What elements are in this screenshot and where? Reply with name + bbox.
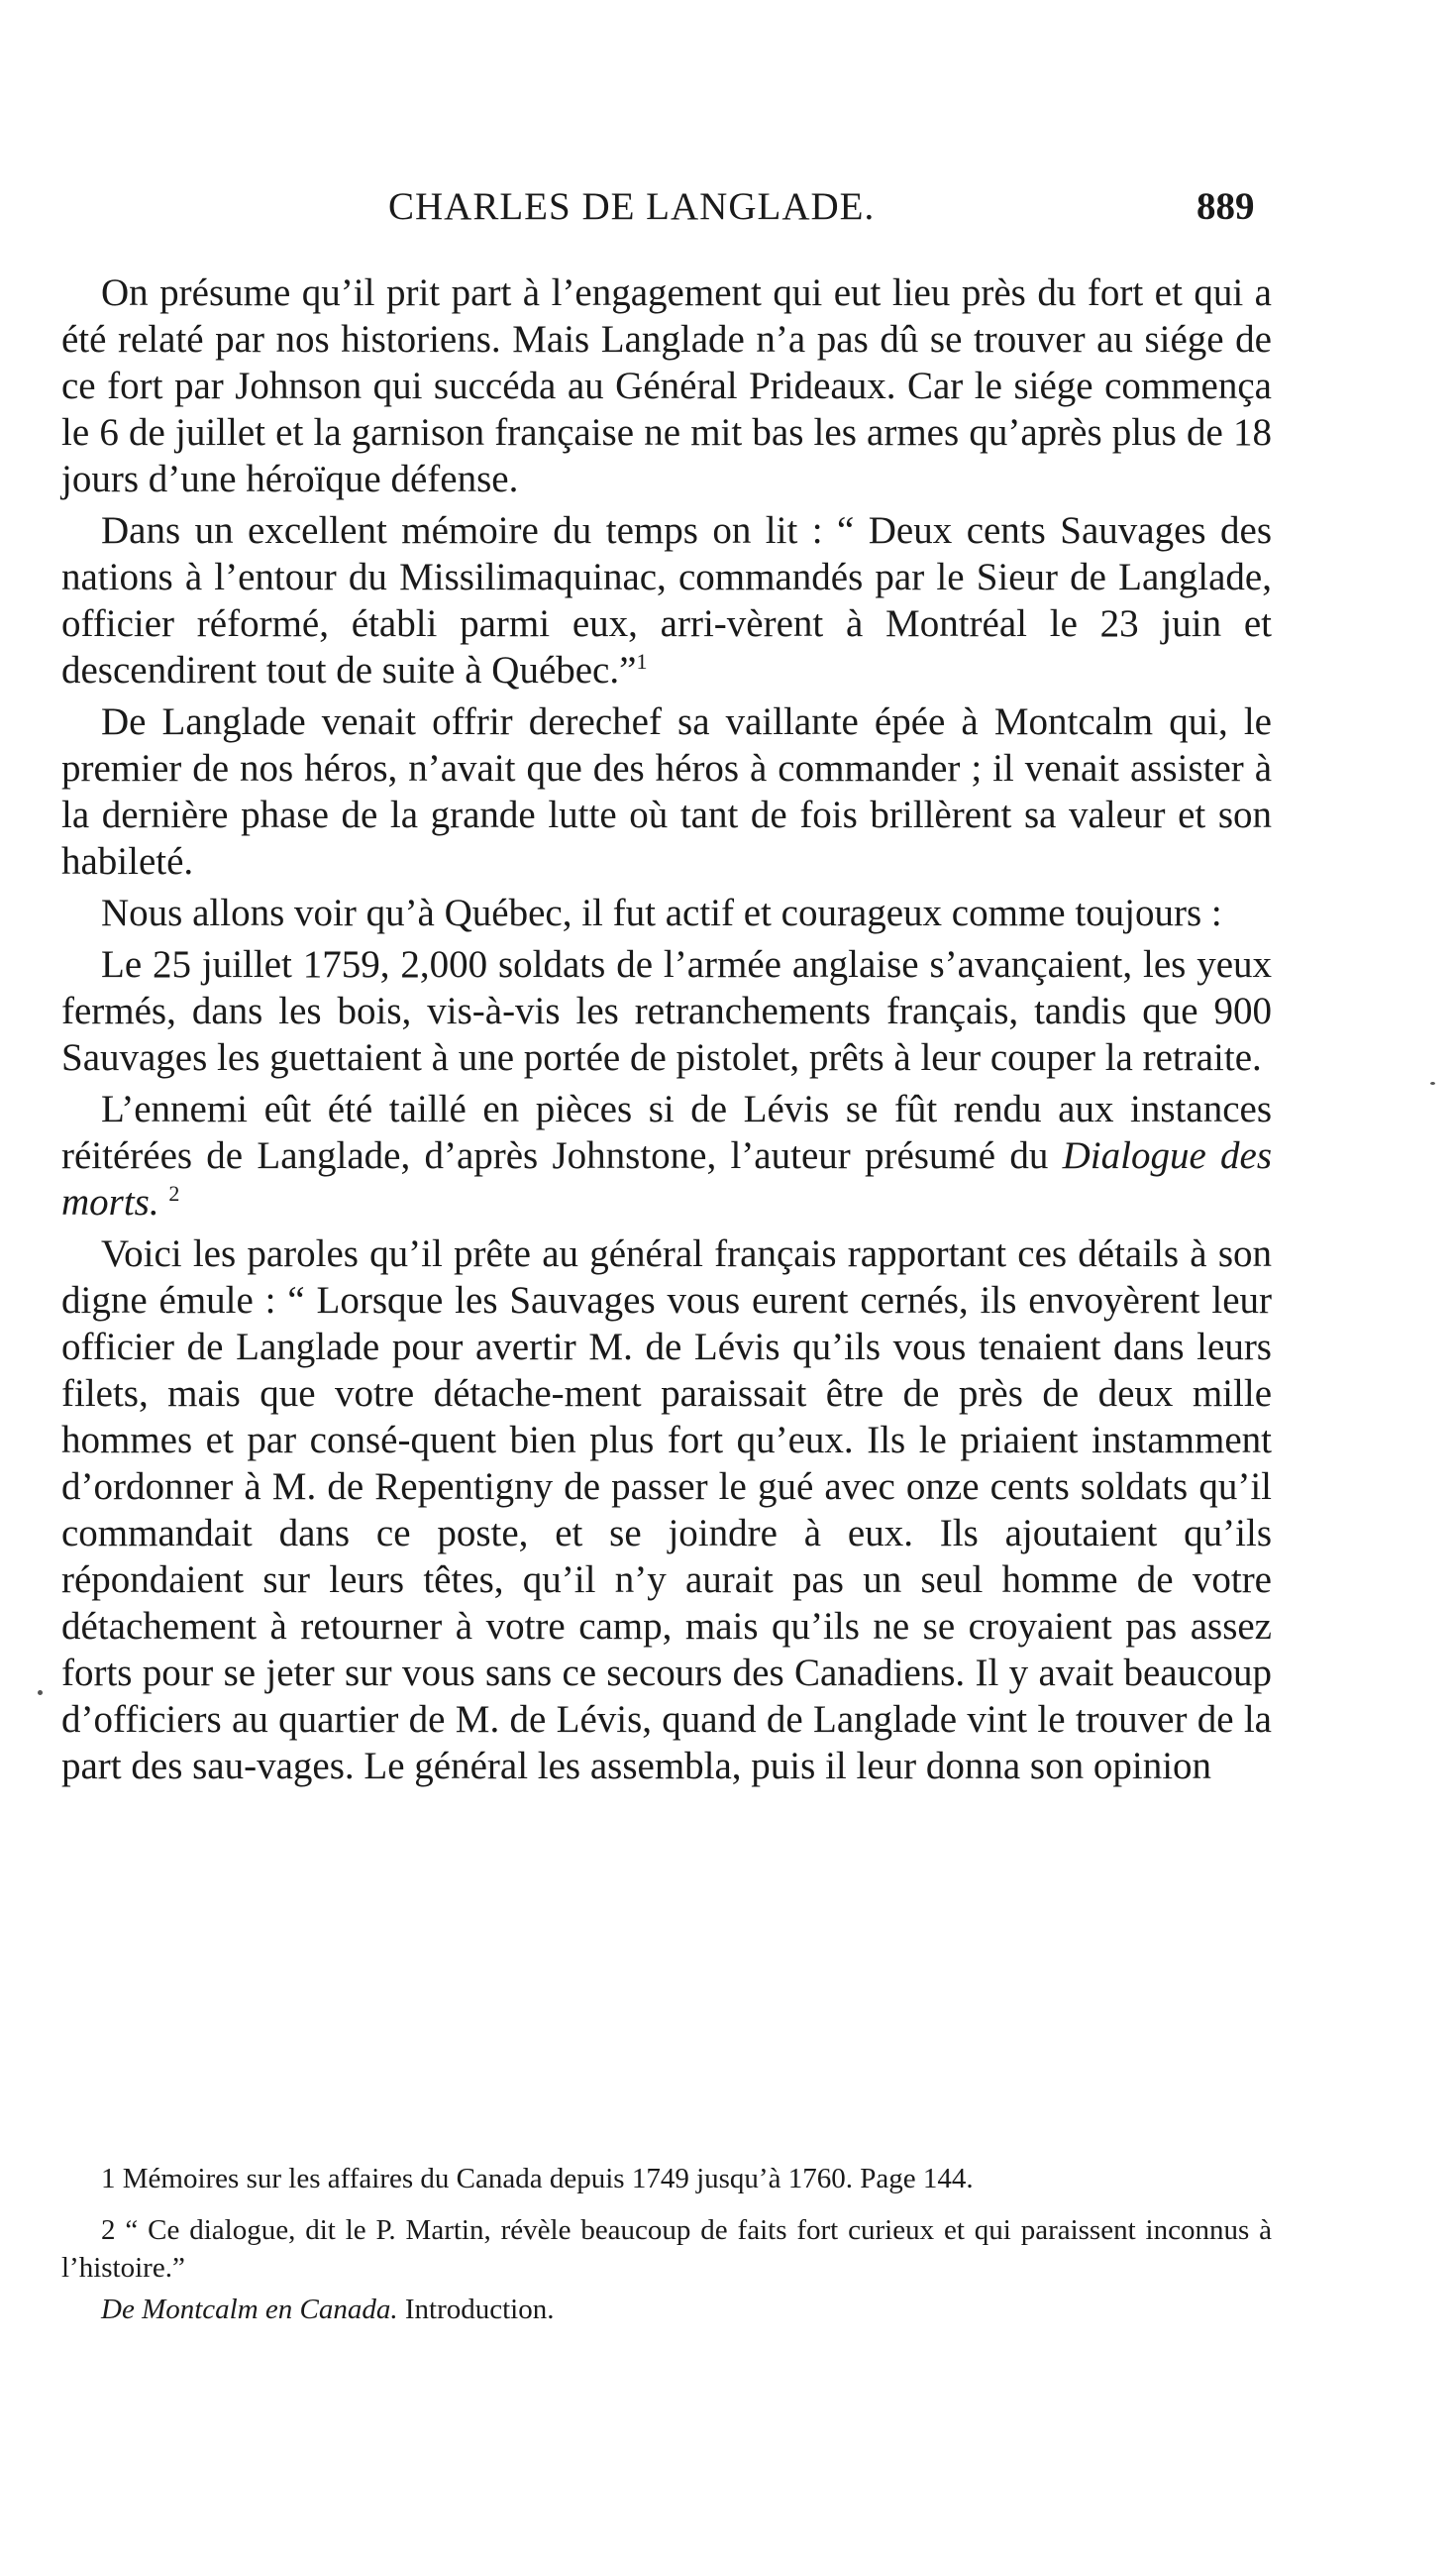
body-text bbox=[61, 269, 1272, 1794]
paragraph-5: Le 25 juillet 1759, 2,000 soldats de l’armée anglaise s’avançaient, les yeux fermés, dans les bois, vis-à-vis les retranchements français, tandis que 900 Sauvages les guettaient à une portée de pistolet, prêts à leur couper la retraite. bbox=[61, 943, 1272, 1079]
paragraph-6 bbox=[61, 1086, 1272, 1226]
footnote-2-source bbox=[61, 2291, 1272, 2328]
source-note: Introduction. bbox=[404, 2294, 555, 2325]
paragraph-1: On présume qu’il prit part à l’engagement qui eut lieu près du fort et qui a été relaté par nos historiens. Mais Langlade n’a pas dû se trouver au siége de ce fort par Johnson qui succéda au Général Prideaux. Car le siége commença le 6 de juillet et la garnison française ne mit bas les armes qu’après plus de 18 jours d’une héroïque défense. bbox=[61, 271, 1272, 500]
scan-speck bbox=[38, 1690, 43, 1695]
footnote-2: 2 “ Ce dialogue, dit le P. Martin, révèle beaucoup de faits fort curieux et qui paraissent inconnus à l’histoire.” bbox=[61, 2214, 1272, 2284]
footnotes bbox=[61, 2160, 1272, 2342]
source-title: De Montcalm en Canada. bbox=[101, 2294, 398, 2325]
paragraph-2 bbox=[61, 507, 1272, 694]
running-title: CHARLES DE LANGLADE. bbox=[388, 185, 876, 228]
paragraph-4: Nous allons voir qu’à Québec, il fut actif et courageux comme toujours : bbox=[101, 892, 1222, 934]
paragraph-3: De Langlade venait offrir derechef sa vaillante épée à Montcalm qui, le premier de nos héros, n’avait que des héros à commander ; il venait assister à la dernière phase de la grande lutte où tant de fois brillèrent sa valeur et son habileté. bbox=[61, 700, 1272, 883]
page-number: 889 bbox=[1196, 185, 1255, 228]
scan-speck bbox=[1430, 1082, 1435, 1085]
dialogue-title: Dialogue des morts. bbox=[61, 1134, 1272, 1224]
paragraph-2-text: Dans un excellent mémoire du temps on lit : “ Deux cents Sauvages des nations à l’entour du Missilimaquinac, commandés par le Sieur de Langlade, officier réformé, établi parmi eux, arri-vèrent à Montréal le 23 juin et descendirent tout de suite à Québec.” bbox=[61, 509, 1272, 692]
paragraph-7: Voici les paroles qu’il prête au général français rapportant ces détails à son digne émule : “ Lorsque les Sauvages vous eurent cernés, ils envoyèrent leur officier de Langlade pour avertir M. de Lévis qu’ils vous tenaient dans leurs filets, mais que votre détache-ment paraissait être de près de deux mille hommes et par consé-quent bien plus fort qu’eux. Ils le priaient instamment d’ordonner à M. de Repentigny de passer le gué avec onze cents soldats qu’il commandait dans ce poste, et se joindre à eux. Ils ajoutaient qu’ils répondaient sur leurs têtes, qu’il n’y aurait pas un seul homme de votre détachement à retourner à votre camp, mais qu’ils ne se croyaient pas assez forts pour se jeter sur vous sans ce secours des Canadiens. Il y avait beaucoup d’officiers au quartier de M. de Lévis, quand de Langlade vint le trouver de la part des sau-vages. Le général les assembla, puis il leur donna son opinion bbox=[61, 1232, 1272, 1787]
footnote-ref-2: 2 bbox=[168, 1181, 180, 1206]
footnote-ref-1: 1 bbox=[636, 649, 648, 674]
paragraph-6-text: L’ennemi eût été taillé en pièces si de Lévis se fût rendu aux instances réitérées de Langlade, d’après Johnstone, l’auteur présumé du bbox=[61, 1088, 1272, 1177]
footnote-1: 1 Mémoires sur les affaires du Canada depuis 1749 jusqu’à 1760. Page 144. bbox=[101, 2163, 974, 2194]
